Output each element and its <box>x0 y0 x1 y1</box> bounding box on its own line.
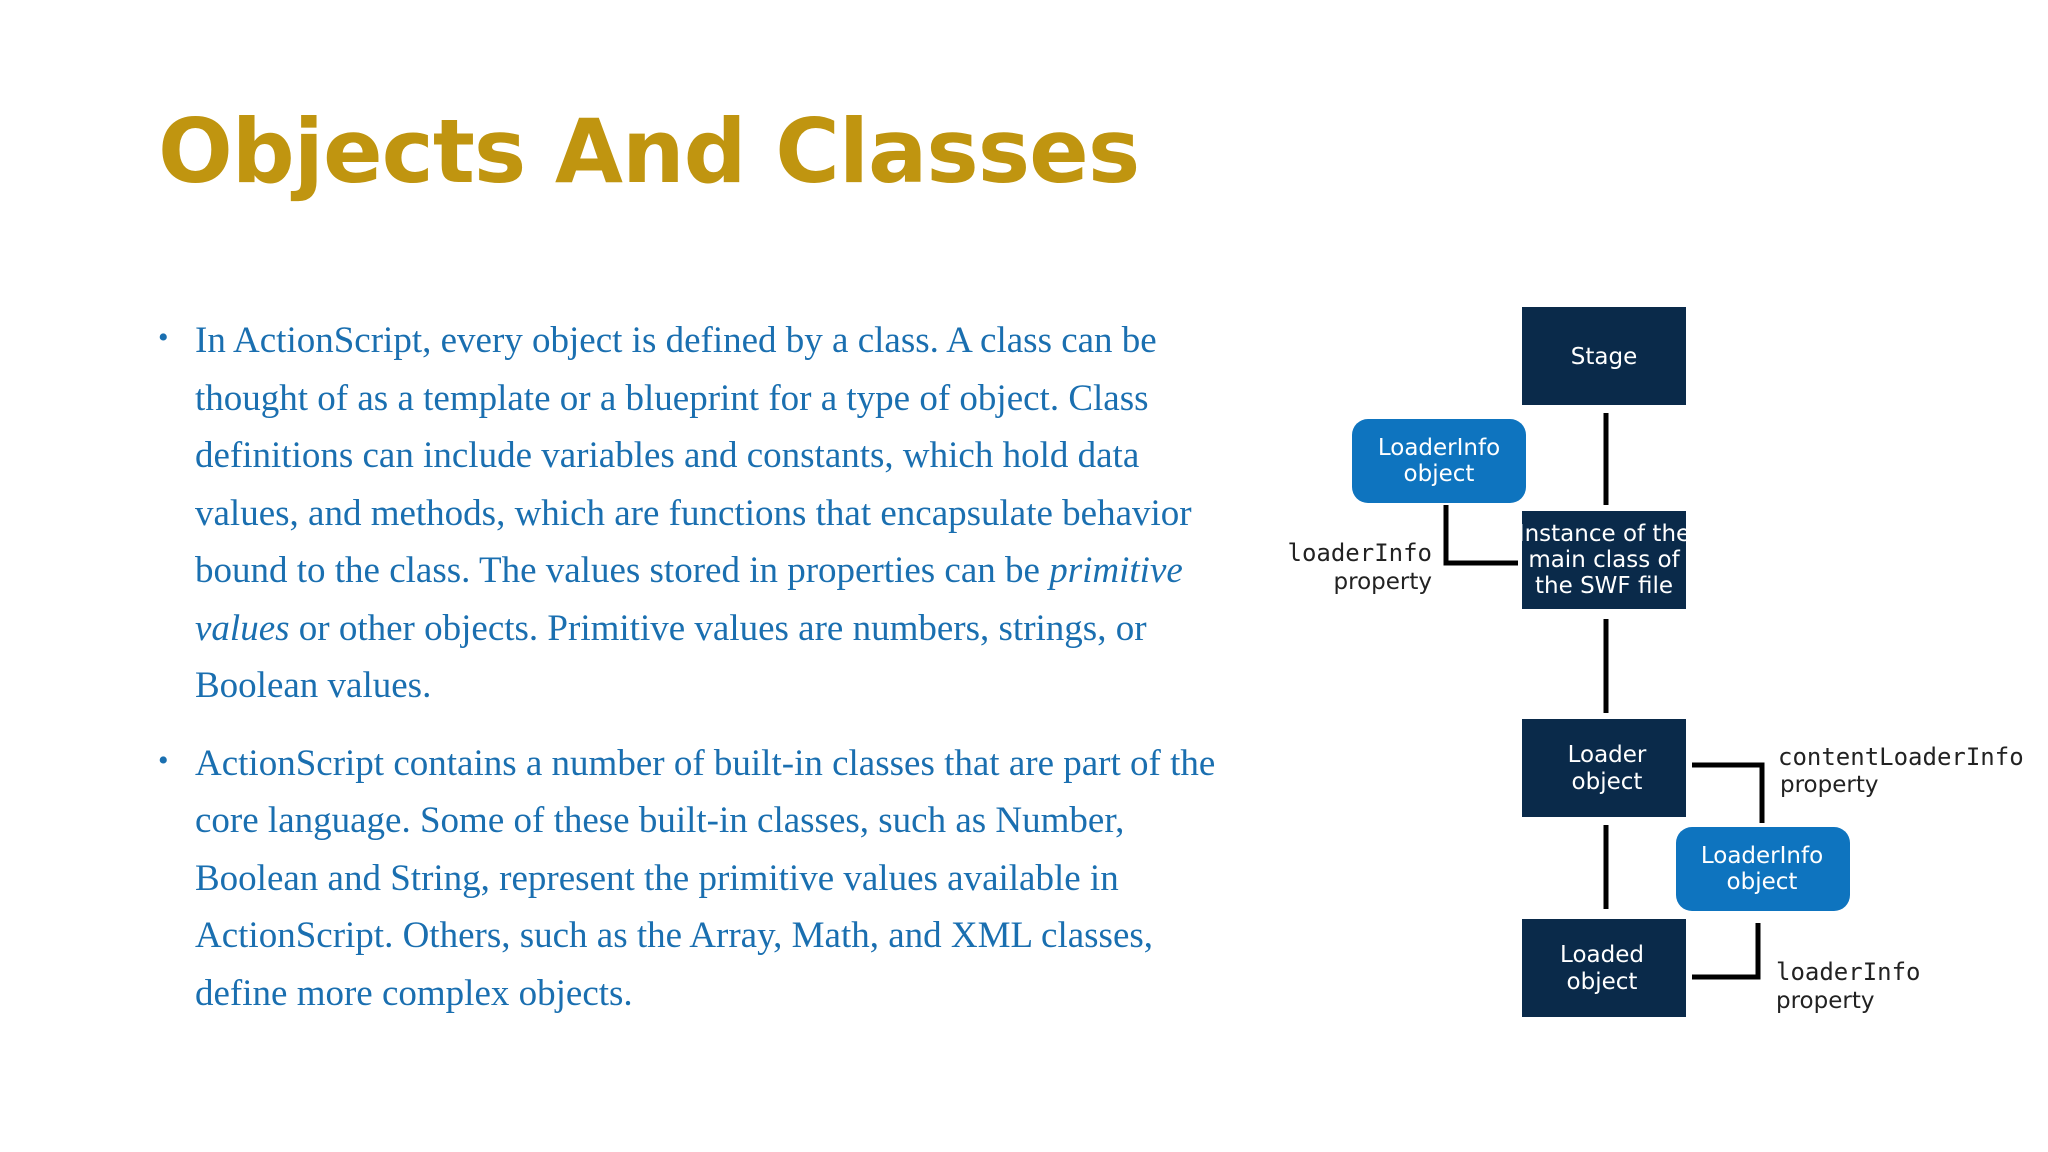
loaded-line2: object <box>1566 969 1638 995</box>
connector-loaderinfo-top <box>1446 505 1518 563</box>
loader-line2: object <box>1571 769 1643 795</box>
diagram-svg <box>1270 295 2048 1075</box>
main-instance-node <box>1518 511 1690 609</box>
slide-title: Objects And Classes <box>158 100 1140 203</box>
bullet-text: In ActionScript, every object is defined by a class. A class can be thought of as a template or a blueprint for a type of object. Class definitions can include variables and constants, which hold data values, and methods, which are functions that encapsulate behavior bound to the class. The values stored in properties can be <box>195 320 1192 591</box>
loader-node <box>1522 719 1686 817</box>
main-instance-line2: main class of <box>1528 547 1680 573</box>
display-list-diagram <box>1270 295 2048 1075</box>
main-instance-line3: the SWF file <box>1535 573 1673 599</box>
bullet-emphasis: primitive values <box>195 550 1183 649</box>
loaderinfo-bottom-line1: LoaderInfo <box>1700 843 1824 869</box>
bullet-text-tail: or other objects. Primitive values are numbers, strings, or Boolean values. <box>195 607 1147 706</box>
loaderinfo-node-top <box>1352 419 1526 503</box>
loaderinfo-top-line1: LoaderInfo <box>1377 435 1501 461</box>
loaderinfo-prop-bottom-name: loaderInfo <box>1776 958 1921 986</box>
main-instance-line1: Instance of the <box>1517 521 1691 547</box>
content-prop-name: contentLoaderInfo <box>1778 743 2024 771</box>
bullet-item <box>158 735 1238 1023</box>
bullet-dot-icon: • <box>158 321 169 354</box>
bullet-list <box>158 312 1238 1042</box>
connector-content-loaderinfo <box>1692 765 1762 823</box>
loaded-line1: Loaded <box>1560 942 1644 968</box>
connector-loaded-loaderinfo <box>1692 923 1758 977</box>
loaded-node <box>1522 919 1686 1017</box>
loaderinfo-prop-top-label: property <box>1333 569 1432 595</box>
bullet-dot-icon: • <box>158 743 169 777</box>
loaderinfo-prop-top-name: loaderInfo <box>1287 539 1432 567</box>
loader-line1: Loader <box>1567 742 1647 768</box>
stage-node <box>1522 307 1686 405</box>
bullet-item <box>158 312 1238 715</box>
stage-label: Stage <box>1570 344 1638 370</box>
loaderinfo-node-bottom <box>1676 827 1850 911</box>
bullet-text: ActionScript contains a number of built-in classes that are part of the core language. Some of these built-in classes, such as Number, Boolean and String, represent the primitive values available in ActionScript. Others, such as the Array, Math, and XML classes, define more complex objects. <box>195 742 1216 1014</box>
loaderinfo-prop-bottom-label: property <box>1776 988 1875 1014</box>
loaderinfo-bottom-line2: object <box>1726 869 1798 895</box>
content-prop-label: property <box>1780 772 1879 798</box>
loaderinfo-top-line2: object <box>1403 461 1475 487</box>
